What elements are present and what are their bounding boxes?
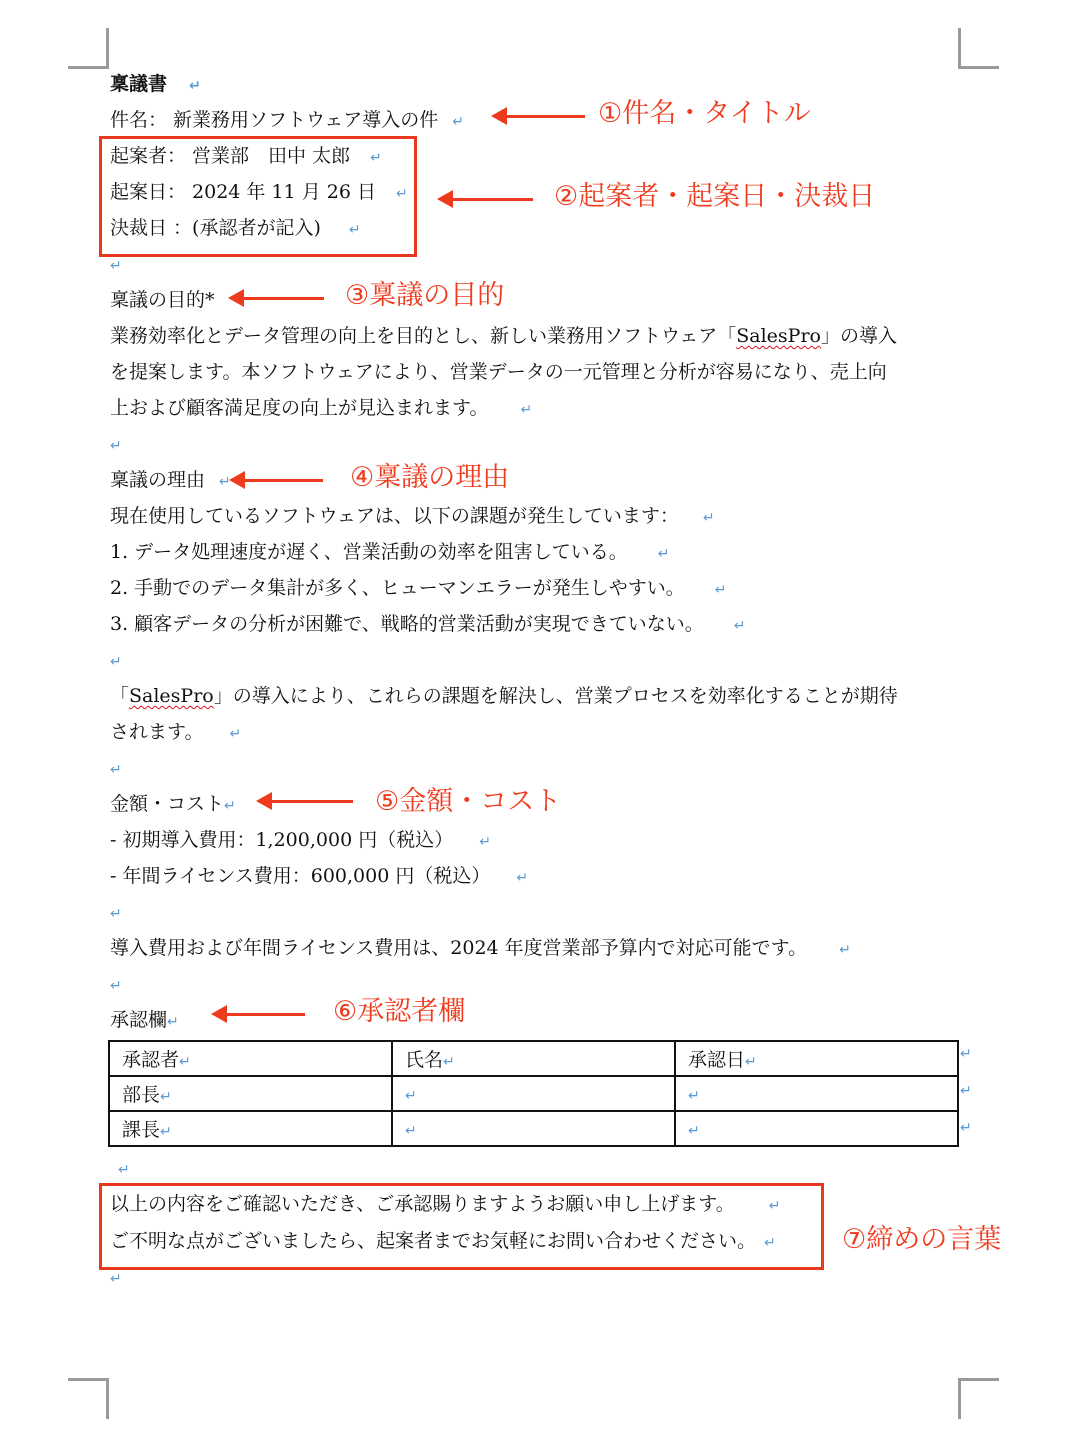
list-item: 1. データ処理速度が遅く、営業活動の効率を阻害している。 ↵: [110, 541, 670, 563]
table-header-cell[interactable]: 承認日↵: [675, 1041, 958, 1076]
subject-line: 件名： 新業務用ソフトウェア導入の件 ↵: [110, 109, 465, 131]
arrow-left-icon: [225, 1013, 305, 1016]
annotation-label: ④稟議の理由: [350, 462, 510, 493]
arrow-left-icon: [242, 297, 324, 300]
drafter-line: 起案者： 営業部 田中 太郎 ↵: [110, 145, 382, 167]
decision-date-line: 決裁日 ：(承認者が記入) ↵: [110, 217, 361, 239]
paragraph-mark-icon: ↵: [219, 474, 231, 490]
purpose-text-line-1: 業務効率化とデータ管理の向上を目的とし、新しい業務用ソフトウェア「SalesPro」の導入: [110, 325, 897, 347]
paragraph-mark-icon: ↵: [714, 582, 727, 598]
reason-conclusion-line-2: されます。 ↵: [110, 721, 242, 743]
crop-mark-bottom-left: [68, 1378, 109, 1419]
table-row: [109, 1041, 958, 1076]
table-cell[interactable]: 部長↵: [109, 1076, 392, 1111]
paragraph-mark-icon: ↵: [110, 438, 122, 454]
paragraph-mark-icon: ↵: [405, 1122, 417, 1139]
table-cell[interactable]: [392, 1111, 675, 1146]
paragraph-mark-icon: ↵: [443, 1054, 455, 1070]
header-info-highlight-box: [99, 136, 417, 257]
table-cell[interactable]: [675, 1076, 958, 1111]
draft-date-line: 起案日： 2024 年 11 月 26 日 ↵: [110, 181, 408, 203]
purpose-text-line-3: 上および顧客満足度の向上が見込まれます。 ↵: [110, 397, 533, 419]
cost-item: - 初期導入費用：1,200,000 円（税込） ↵: [110, 829, 491, 851]
table-cell[interactable]: 課長↵: [109, 1111, 392, 1146]
arrow-left-icon: [505, 115, 585, 118]
empty-paragraph: [110, 432, 122, 458]
crop-mark-bottom-right: [958, 1378, 999, 1419]
paragraph-mark-icon: ↵: [110, 258, 122, 274]
paragraph-mark-icon: ↵: [657, 546, 670, 562]
table-header-cell[interactable]: 氏名↵: [392, 1041, 675, 1076]
arrow-left-icon: [451, 198, 533, 201]
paragraph-mark-icon: ↵: [370, 150, 382, 166]
table-row: [109, 1076, 958, 1111]
annotation-label: ③稟議の目的: [345, 280, 505, 311]
arrow-left-icon: [243, 479, 323, 482]
table-cell[interactable]: [675, 1111, 958, 1146]
paragraph-mark-icon: ↵: [405, 1087, 417, 1104]
empty-paragraph: [110, 756, 122, 782]
paragraph-mark-icon: ↵: [224, 798, 236, 814]
paragraph-mark-icon: ↵: [348, 222, 361, 238]
approval-heading: 承認欄↵: [110, 1009, 179, 1031]
crop-mark-top-right: [958, 28, 999, 69]
reason-heading: 稟議の理由 ↵: [110, 469, 231, 491]
paragraph-mark-icon: ↵: [110, 906, 122, 922]
paragraph-mark-icon: ↵: [688, 1087, 700, 1104]
paragraph-mark-icon: ↵: [479, 834, 491, 850]
paragraph-mark-icon: ↵: [520, 402, 533, 418]
annotation-label: ②起案者・起案日・決裁日: [554, 181, 876, 212]
reason-conclusion-line-1: 「SalesPro」の導入により、これらの課題を解決し、営業プロセスを効率化することが期待: [110, 685, 898, 707]
paragraph-mark-icon: ↵: [745, 1054, 757, 1070]
row-end-mark-icon: ↵: [960, 1046, 972, 1062]
paragraph-mark-icon: ↵: [395, 186, 408, 202]
cost-heading: 金額・コスト↵: [110, 793, 236, 815]
paragraph-mark-icon: ↵: [110, 762, 122, 778]
row-end-mark-icon: ↵: [960, 1120, 972, 1136]
document-title: 稟議書 ↵: [110, 73, 201, 95]
paragraph-mark-icon: ↵: [189, 78, 201, 94]
paragraph-mark-icon: ↵: [516, 870, 529, 886]
purpose-heading: 稟議の目的*: [110, 289, 215, 311]
empty-paragraph: [118, 1156, 130, 1182]
approval-table: [108, 1040, 959, 1147]
empty-paragraph: [110, 900, 122, 926]
empty-paragraph: [110, 972, 122, 998]
paragraph-mark-icon: ↵: [452, 114, 465, 130]
spellcheck-word: SalesPro: [129, 685, 214, 707]
closing-line-1: 以上の内容をご確認いただき、ご承認賜りますようお願い申し上げます。 ↵: [110, 1193, 781, 1215]
annotation-label: ①件名・タイトル: [598, 98, 811, 129]
paragraph-mark-icon: ↵: [110, 1271, 122, 1287]
list-item: 2. 手動でのデータ集計が多く、ヒューマンエラーが発生しやすい。 ↵: [110, 577, 727, 599]
arrow-left-icon: [270, 800, 353, 803]
crop-mark-top-left: [68, 28, 109, 69]
annotation-label: ⑥承認者欄: [333, 996, 466, 1027]
paragraph-mark-icon: ↵: [167, 1014, 179, 1030]
paragraph-mark-icon: ↵: [733, 618, 746, 634]
paragraph-mark-icon: ↵: [160, 1089, 172, 1105]
paragraph-mark-icon: ↵: [839, 942, 851, 958]
row-end-mark-icon: ↵: [960, 1083, 972, 1099]
paragraph-mark-icon: ↵: [110, 978, 122, 994]
closing-highlight-box: [99, 1183, 824, 1270]
budget-note: 導入費用および年間ライセンス費用は、2024 年度営業部予算内で対応可能です。 ↵: [110, 937, 851, 959]
list-item: 3. 顧客データの分析が困難で、戦略的営業活動が実現できていない。 ↵: [110, 613, 746, 635]
table-cell[interactable]: [392, 1076, 675, 1111]
paragraph-mark-icon: ↵: [229, 726, 242, 742]
paragraph-mark-icon: ↵: [688, 1122, 700, 1139]
paragraph-mark-icon: ↵: [160, 1124, 172, 1140]
cost-item: - 年間ライセンス費用：600,000 円（税込） ↵: [110, 865, 529, 887]
paragraph-mark-icon: ↵: [110, 654, 122, 670]
spellcheck-word: SalesPro: [736, 325, 821, 347]
paragraph-mark-icon: ↵: [179, 1054, 191, 1070]
annotation-label: ⑦締めの言葉: [842, 1224, 1002, 1255]
paragraph-mark-icon: ↵: [118, 1162, 130, 1178]
closing-line-2: ご不明な点がございましたら、起案者までお気軽にお問い合わせください。 ↵: [110, 1230, 776, 1252]
purpose-text-line-2: を提案します。本ソフトウェアにより、営業データの一元管理と分析が容易になり、売上向: [110, 361, 887, 383]
annotation-label: ⑤金額・コスト: [375, 786, 562, 817]
paragraph-mark-icon: ↵: [764, 1235, 776, 1251]
reason-intro: 現在使用しているソフトウェアは、以下の課題が発生しています： ↵: [110, 505, 715, 527]
table-row: [109, 1111, 958, 1146]
paragraph-mark-icon: ↵: [702, 510, 715, 526]
table-header-cell[interactable]: 承認者↵: [109, 1041, 392, 1076]
empty-paragraph: [110, 648, 122, 674]
paragraph-mark-icon: ↵: [768, 1198, 781, 1214]
